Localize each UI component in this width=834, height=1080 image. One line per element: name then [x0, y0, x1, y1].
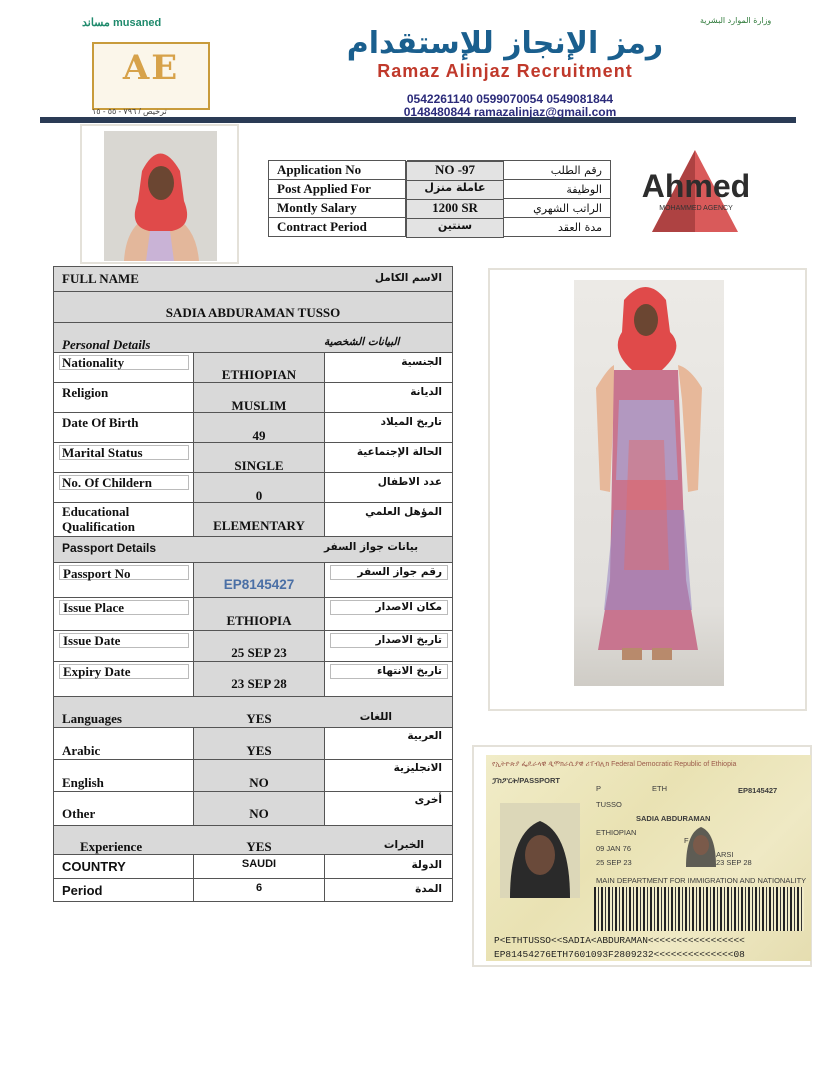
passport-sex: F [684, 836, 689, 845]
full-body-figure [574, 280, 724, 686]
arabic-value: YES [246, 743, 272, 758]
full-name-value: SADIA ABDURAMAN TUSSO [165, 305, 341, 320]
post-label-ar: الوظيفة [408, 180, 611, 199]
education-row [54, 503, 452, 537]
passport-expiry: 23 SEP 28 [716, 858, 752, 867]
company-logo [92, 42, 210, 110]
religion-label-ar: الديانة [410, 386, 442, 398]
application-no-label: Application No [269, 161, 406, 180]
passport-given-names: SADIA ABDURAMAN [636, 814, 711, 823]
passport-no-label: Passport No [63, 566, 131, 581]
period-row [54, 879, 452, 901]
full-name-label: FULL NAME [62, 271, 139, 286]
license-number: ترخيص / ٧٩٦ - ٥٥ - ١٥ [92, 107, 167, 116]
education-label-ar: المؤهل العلمي [365, 506, 442, 518]
arabic-label: Arabic [62, 743, 101, 758]
languages-value: YES [246, 711, 272, 726]
table-row [269, 218, 611, 237]
marital-label-ar: الحالة الإجتماعية [356, 446, 442, 458]
passport-header: የኢትዮጵያ ፌዴራላዊ ዲሞክራሲያዊ ሪፐብሊክ Federal Democratic Republic of Ethiopia [492, 761, 737, 768]
dob-row [54, 413, 452, 443]
children-value: 0 [255, 488, 263, 503]
musaned-logo: مساند musaned [82, 17, 162, 29]
personal-details-header [54, 323, 452, 353]
passport-photo-icon [500, 803, 580, 898]
passport-type-label: ፓስፖርት/PASSPORT [492, 776, 560, 785]
table-row [269, 180, 611, 199]
dob-value: 49 [252, 428, 266, 443]
agency-sub: MOHAMMED AGENCY [659, 205, 733, 212]
education-label: Educational Qualification [62, 504, 135, 534]
other-value: NO [249, 806, 269, 821]
religion-label: Religion [62, 385, 109, 400]
expiry-date-label-ar: تاريخ الانتهاء [377, 665, 442, 677]
passport-mrz-line1: P<ETHTUSSO<<SADIA<ABDURAMAN<<<<<<<<<<<<<<<<< [494, 935, 745, 946]
marital-label: Marital Status [62, 445, 143, 460]
headshot-figure [104, 131, 217, 261]
table-row [269, 199, 611, 218]
marital-row [54, 443, 452, 473]
company-title-english: Ramaz Alinjaz Recruitment [377, 61, 633, 81]
other-row [54, 792, 452, 826]
full-body-photo [488, 268, 807, 711]
passport-details-header [54, 537, 452, 563]
languages-header [54, 697, 452, 728]
issue-place-value: ETHIOPIA [226, 613, 292, 628]
religion-row [54, 383, 452, 413]
english-row [54, 760, 452, 792]
country-label: COUNTRY [62, 859, 126, 874]
personal-details-label: Personal Details [62, 337, 151, 352]
passport-no-row [54, 563, 452, 598]
header-banner [40, 8, 796, 123]
contract-label: Contract Period [269, 218, 406, 237]
passport-issue: 25 SEP 23 [596, 858, 632, 867]
issue-place-label-ar: مكان الاصدار [375, 601, 442, 613]
arabic-row [54, 728, 452, 760]
children-label: No. Of Childern [62, 475, 152, 490]
salary-label: Montly Salary [269, 199, 406, 218]
country-label-ar: الدولة [411, 859, 442, 871]
other-label-ar: أخرى [414, 794, 442, 806]
issue-place-row [54, 598, 452, 631]
passport-nationality: ETHIOPIAN [596, 828, 637, 837]
dob-label-ar: تاريخ الميلاد [380, 416, 442, 428]
passport-details-label-ar: بيانات جواز السفر [324, 541, 419, 553]
passport-dob: 09 JAN 76 [596, 844, 632, 853]
application-no-value: NO -97 [406, 161, 504, 181]
country-value: SAUDI [241, 858, 277, 870]
passport-ghost-photo-icon [682, 819, 720, 867]
salary-label-ar: الراتب الشهري [408, 199, 611, 218]
post-label: Post Applied For [269, 180, 406, 199]
passport-page [486, 755, 811, 961]
marital-value: SINGLE [234, 458, 284, 473]
passport-type: P [596, 784, 602, 793]
issue-date-value: 25 SEP 23 [231, 645, 287, 660]
english-label-ar: الانجليزية [393, 762, 442, 774]
dob-label: Date Of Birth [62, 415, 139, 430]
contract-value: سنتين [406, 218, 504, 238]
english-label: English [62, 775, 104, 790]
agency-name: Ahmed [641, 168, 751, 204]
children-row [54, 473, 452, 503]
passport-scan [472, 745, 812, 967]
passport-country: ETH [652, 784, 667, 793]
personal-details-label-ar: البيانات الشخصية [324, 336, 400, 348]
contract-label-ar: مدة العقد [408, 218, 611, 237]
passport-no-label-ar: رقم جواز السفر [357, 566, 442, 578]
post-value: عاملة منزل [406, 180, 504, 200]
application-no-label-ar: رقم الطلب [408, 161, 611, 180]
issue-date-label-ar: تاريخ الاصدار [375, 634, 442, 646]
passport-no-value: EP8145427 [223, 577, 295, 592]
nationality-label: Nationality [62, 355, 125, 370]
experience-header [54, 826, 452, 855]
country-row [54, 855, 452, 879]
nationality-value: ETHIOPIAN [221, 367, 297, 382]
religion-value: MUSLIM [231, 398, 287, 413]
contact-line: 0148480844 ramazalinjaz@gmail.com [403, 105, 617, 119]
ministry-logo-text: وزارة الموارد البشرية [700, 16, 772, 25]
languages-label: Languages [62, 711, 122, 726]
children-label-ar: عدد الاطفال [377, 476, 442, 488]
passport-barcode [594, 887, 804, 931]
arabic-label-ar: العربية [407, 730, 442, 742]
passport-details-label: Passport Details [62, 541, 157, 555]
period-label: Period [62, 883, 103, 898]
passport-authority: MAIN DEPARTMENT FOR IMMIGRATION AND NATIONALITY [596, 876, 807, 885]
english-value: NO [249, 775, 269, 790]
company-title-arabic: رمز الإنجاز للإستقدام [346, 26, 664, 61]
application-table [268, 160, 611, 237]
period-value: 6 [255, 882, 263, 894]
period-label-ar: المدة [415, 883, 442, 895]
passport-mrz-line2: EP81454276ETH7601093F2809232<<<<<<<<<<<<<<08 [494, 949, 745, 960]
issue-date-row [54, 631, 452, 662]
passport-surname: TUSSO [596, 800, 622, 809]
agency-logo [636, 148, 756, 238]
issue-date-label: Issue Date [63, 633, 121, 648]
full-name-label-ar: الاسم الكامل [374, 272, 442, 284]
expiry-date-row [54, 662, 452, 697]
details-table [53, 266, 453, 902]
passport-number: EP8145427 [738, 786, 778, 795]
company-logo-text: AE [122, 48, 180, 88]
expiry-date-value: 23 SEP 28 [231, 676, 287, 691]
other-label: Other [62, 806, 96, 821]
issue-place-label: Issue Place [63, 600, 125, 615]
experience-label-ar: الخبرات [383, 839, 424, 851]
education-value: ELEMENTARY [213, 518, 305, 533]
languages-label-ar: اللغات [359, 711, 392, 723]
experience-value: YES [246, 839, 272, 854]
full-name-header [54, 267, 452, 292]
phone-numbers: 0542261140 0599070054 0549081844 [406, 92, 614, 106]
passport-pob: ARSI [716, 850, 734, 859]
salary-value: 1200 SR [406, 199, 504, 219]
experience-label: Experience [80, 839, 143, 854]
headshot-photo [80, 124, 239, 264]
nationality-row [54, 353, 452, 383]
table-row [269, 161, 611, 180]
nationality-label-ar: الجنسية [401, 356, 442, 368]
expiry-date-label: Expiry Date [63, 664, 131, 679]
full-name-row [54, 292, 452, 323]
